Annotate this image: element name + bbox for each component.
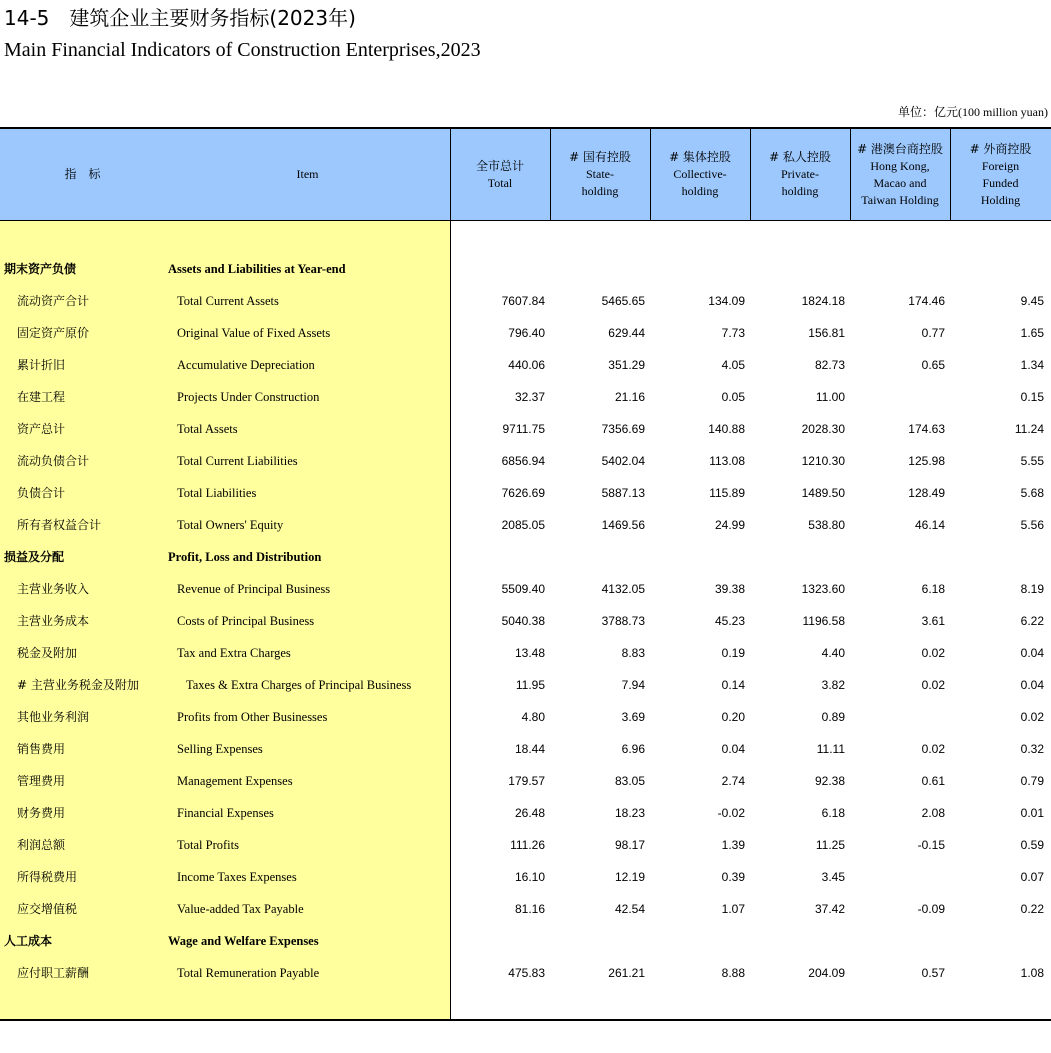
row-value: 5040.38	[501, 614, 545, 628]
row-label-cn: 人工成本	[4, 934, 53, 948]
table-row	[0, 573, 1051, 605]
row-value: 7.94	[621, 678, 645, 692]
row-value: 0.57	[921, 966, 945, 980]
row-value: 0.39	[721, 870, 745, 884]
row-label-cn: 资产总计	[17, 422, 66, 436]
row-value: 16.10	[514, 870, 545, 884]
row-label-en: Wage and Welfare Expenses	[168, 934, 319, 948]
table-row	[0, 797, 1051, 829]
header-col-text: # 国有控股	[569, 150, 631, 164]
row-label-cn: 管理费用	[17, 774, 66, 788]
row-value: 7626.69	[501, 486, 545, 500]
row-value: 5509.40	[501, 582, 545, 596]
row-label-cn: 销售费用	[17, 742, 66, 756]
row-value: 81.16	[514, 902, 545, 916]
row-value: 0.07	[1020, 870, 1044, 884]
row-value: 11.11	[816, 742, 845, 756]
table-row	[0, 381, 1051, 413]
row-value: -0.02	[717, 806, 745, 820]
header-col-text: # 集体控股	[669, 150, 731, 164]
row-label-en: Original Value of Fixed Assets	[177, 326, 331, 340]
header-col-text: holding	[681, 184, 719, 198]
header-col-text: holding	[581, 184, 619, 198]
row-value: 12.19	[614, 870, 645, 884]
row-label-en: Profits from Other Businesses	[177, 710, 328, 724]
row-label-cn: 主营业务成本	[17, 614, 90, 628]
row-value: -0.15	[917, 838, 945, 852]
row-value: 0.77	[921, 326, 945, 340]
row-value: 11.25	[815, 838, 845, 852]
row-label-en: Total Remuneration Payable	[177, 966, 320, 980]
row-value: 0.04	[721, 742, 745, 756]
header-col-text: Foreign	[981, 158, 1020, 173]
row-label-cn: 负债合计	[17, 486, 66, 500]
row-label-en: Financial Expenses	[177, 806, 274, 820]
header-col-text: Hong Kong,	[870, 158, 930, 173]
section-row	[0, 253, 1051, 285]
header-col-text: Macao and	[873, 175, 927, 190]
header-col-3	[650, 129, 750, 220]
row-value: 204.09	[808, 966, 845, 980]
row-value: 0.05	[721, 390, 745, 404]
row-label-cn: 应交增值税	[17, 902, 78, 916]
row-value: 1196.58	[802, 614, 845, 628]
section-row	[0, 541, 1051, 573]
header-col-text: Taiwan Holding	[861, 192, 939, 207]
row-value: 0.65	[921, 358, 945, 372]
table-row	[0, 477, 1051, 509]
row-value: 134.09	[708, 294, 745, 308]
row-label-en: Total Owners' Equity	[177, 518, 284, 532]
row-value: 2085.05	[501, 518, 545, 532]
row-label-en: Revenue of Principal Business	[177, 582, 331, 596]
table-row	[0, 285, 1051, 317]
row-value: 8.19	[1020, 582, 1044, 596]
table-row	[0, 765, 1051, 797]
row-value: 5465.65	[601, 294, 645, 308]
row-value: 9.45	[1020, 294, 1044, 308]
row-value: 0.89	[821, 710, 845, 724]
row-label-cn: 累计折旧	[17, 358, 66, 372]
row-value: 0.19	[721, 646, 745, 660]
header-col-text: Holding	[980, 192, 1021, 207]
row-value: 42.54	[614, 902, 645, 916]
row-label-en: Costs of Principal Business	[177, 614, 315, 628]
header-col-6	[950, 129, 1051, 220]
section-row	[0, 925, 1051, 957]
row-value: 92.38	[814, 774, 845, 788]
column-divider	[850, 129, 851, 220]
table-row	[0, 829, 1051, 861]
row-value: 0.79	[1020, 774, 1044, 788]
header-col-text: Funded	[982, 175, 1019, 190]
row-value: 1.34	[1020, 358, 1044, 372]
row-value: 113.08	[709, 454, 745, 468]
row-value: 24.99	[714, 518, 745, 532]
row-label-cn: 损益及分配	[4, 550, 65, 564]
row-label-en: Assets and Liabilities at Year-end	[168, 262, 346, 276]
row-value: 629.44	[608, 326, 645, 340]
header-col-text: # 港澳台商控股	[857, 141, 943, 156]
row-label-cn: 所有者权益合计	[17, 518, 102, 532]
row-value: 0.61	[921, 774, 945, 788]
page-title-cn: 14-5 建筑企业主要财务指标(2023年)	[4, 6, 356, 30]
row-value: 3.69	[621, 710, 645, 724]
row-value: 4.05	[721, 358, 745, 372]
row-value: 0.02	[921, 742, 945, 756]
row-value: 1.39	[721, 838, 745, 852]
row-value: 0.15	[1020, 390, 1044, 404]
row-value: 46.14	[914, 518, 945, 532]
table-row	[0, 701, 1051, 733]
column-divider	[550, 129, 551, 220]
row-value: 156.81	[808, 326, 845, 340]
row-value: 6.18	[821, 806, 845, 820]
header-indicator-cn: 指 标	[64, 167, 101, 181]
row-value: 261.21	[608, 966, 645, 980]
row-value: 0.20	[721, 710, 745, 724]
row-value: 6.22	[1020, 614, 1044, 628]
row-value: 18.23	[614, 806, 645, 820]
row-value: 538.80	[808, 518, 845, 532]
row-label-cn: 主营业务收入	[17, 582, 90, 596]
row-value: 6.96	[621, 742, 645, 756]
row-value: 11.00	[815, 390, 845, 404]
table-row	[0, 861, 1051, 893]
row-value: 0.32	[1020, 742, 1044, 756]
row-value: 1469.56	[601, 518, 645, 532]
header-col-text: Collective-	[673, 167, 727, 181]
row-value: 351.29	[608, 358, 645, 372]
row-value: 115.89	[709, 486, 745, 500]
row-value: 0.04	[1020, 678, 1044, 692]
header-col-text: 全市总计	[475, 158, 524, 173]
row-value: 1824.18	[801, 294, 845, 308]
row-value: 0.02	[921, 646, 945, 660]
row-value: 440.06	[508, 358, 545, 372]
row-value: 5.68	[1020, 486, 1044, 500]
row-label-en: Projects Under Construction	[177, 390, 320, 404]
table-row	[0, 669, 1051, 701]
column-divider	[750, 129, 751, 220]
column-divider	[650, 129, 651, 220]
row-value: 1489.50	[801, 486, 845, 500]
column-divider	[450, 129, 451, 1019]
row-value: 9711.75	[502, 422, 545, 436]
row-value: 18.44	[514, 742, 545, 756]
table-row	[0, 637, 1051, 669]
table-row	[0, 413, 1051, 445]
row-value: 5.55	[1020, 454, 1044, 468]
row-value: 82.73	[814, 358, 845, 372]
row-value: 1210.30	[801, 454, 845, 468]
row-value: 8.83	[621, 646, 645, 660]
column-divider	[950, 129, 951, 220]
row-value: 3.61	[921, 614, 945, 628]
table-bottom-rule	[0, 1019, 1051, 1021]
header-col-text: # 私人控股	[769, 150, 831, 164]
row-value: 5.56	[1020, 518, 1044, 532]
row-value: 6.18	[921, 582, 945, 596]
row-label-en: Selling Expenses	[177, 742, 263, 756]
table-row	[0, 733, 1051, 765]
row-label-en: Management Expenses	[177, 774, 293, 788]
row-value: 4.80	[521, 710, 545, 724]
row-value: 39.38	[714, 582, 745, 596]
row-label-cn: 税金及附加	[17, 646, 78, 660]
row-value: 45.23	[714, 614, 745, 628]
row-label-en: Total Current Assets	[177, 294, 279, 308]
row-label-en: Value-added Tax Payable	[177, 902, 304, 916]
row-value: 174.63	[908, 422, 945, 436]
row-value: 3788.73	[601, 614, 645, 628]
row-value: 21.16	[614, 390, 645, 404]
row-label-cn: 利润总额	[17, 838, 66, 852]
row-value: 11.95	[515, 678, 545, 692]
row-label-cn: 所得税费用	[17, 870, 78, 884]
row-value: 125.98	[908, 454, 945, 468]
row-label-en: Total Profits	[177, 838, 239, 852]
row-label-cn: # 主营业务税金及附加	[17, 678, 139, 692]
row-value: 3.82	[821, 678, 845, 692]
row-label-cn: 应付职工薪酬	[17, 966, 90, 980]
row-label-en: Tax and Extra Charges	[177, 646, 291, 660]
row-value: 7607.84	[501, 294, 545, 308]
row-label-cn: 期末资产负债	[4, 262, 77, 276]
row-label-cn: 流动负债合计	[17, 454, 90, 468]
row-value: 26.48	[514, 806, 545, 820]
row-value: 0.59	[1020, 838, 1044, 852]
row-value: 0.14	[721, 678, 745, 692]
row-value: 140.88	[708, 422, 745, 436]
row-value: 83.05	[614, 774, 645, 788]
header-col-text: # 外商控股	[969, 141, 1032, 156]
row-value: 1.65	[1020, 326, 1044, 340]
row-value: 5887.13	[601, 486, 645, 500]
row-label-cn: 在建工程	[17, 390, 66, 404]
row-value: 98.17	[614, 838, 645, 852]
row-label-en: Income Taxes Expenses	[177, 870, 297, 884]
table-row	[0, 349, 1051, 381]
row-value: 6856.94	[501, 454, 545, 468]
table-row	[0, 509, 1051, 541]
table-row	[0, 445, 1051, 477]
table-row	[0, 605, 1051, 637]
row-label-cn: 固定资产原价	[17, 326, 90, 340]
row-label-en: Profit, Loss and Distribution	[168, 550, 322, 564]
row-value: 2.08	[921, 806, 945, 820]
row-value: 0.02	[1020, 710, 1044, 724]
row-value: 1.08	[1020, 966, 1044, 980]
row-value: -0.09	[917, 902, 945, 916]
row-value: 1323.60	[801, 582, 845, 596]
header-col-text: State-	[586, 167, 614, 181]
header-col-text: holding	[781, 184, 819, 198]
header-col-5	[850, 129, 950, 220]
row-value: 37.42	[814, 902, 845, 916]
row-value: 475.83	[508, 966, 545, 980]
table-row	[0, 317, 1051, 349]
row-value: 0.02	[921, 678, 945, 692]
row-label-cn: 其他业务利润	[17, 710, 90, 724]
header-col-2	[550, 129, 650, 220]
row-value: 128.49	[908, 486, 945, 500]
row-label-en: Accumulative Depreciation	[177, 358, 315, 372]
row-value: 179.57	[508, 774, 545, 788]
table-row	[0, 957, 1051, 989]
header-col-4	[750, 129, 850, 220]
row-value: 8.88	[721, 966, 745, 980]
row-value: 7.73	[721, 326, 745, 340]
row-label-en: Total Liabilities	[177, 486, 257, 500]
unit-label: 单位：亿元(100 million yuan)	[898, 105, 1048, 119]
row-value: 0.22	[1020, 902, 1044, 916]
row-value: 0.04	[1020, 646, 1044, 660]
row-value: 2.74	[721, 774, 745, 788]
row-value: 0.01	[1020, 806, 1044, 820]
row-value: 13.48	[514, 646, 545, 660]
row-value: 7356.69	[601, 422, 645, 436]
header-col-text: Private-	[781, 167, 819, 181]
row-value: 4.40	[821, 646, 845, 660]
row-value: 1.07	[721, 902, 745, 916]
row-value: 174.46	[908, 294, 945, 308]
page-title-en: Main Financial Indicators of Construction Enterprises,2023	[4, 39, 481, 61]
row-value: 111.26	[510, 838, 545, 852]
header-item: Item	[296, 167, 319, 181]
row-value: 4132.05	[601, 582, 645, 596]
table-row	[0, 893, 1051, 925]
row-label-cn: 流动资产合计	[17, 294, 90, 308]
row-label-en: Taxes & Extra Charges of Principal Business	[186, 678, 412, 692]
row-value: 32.37	[514, 390, 545, 404]
header-col-1	[450, 129, 550, 220]
row-label-en: Total Assets	[177, 422, 238, 436]
row-value: 796.40	[508, 326, 545, 340]
table-header	[0, 129, 1051, 221]
row-value: 11.24	[1014, 422, 1044, 436]
row-value: 5402.04	[601, 454, 645, 468]
row-label-cn: 财务费用	[17, 806, 66, 820]
row-value: 3.45	[821, 870, 845, 884]
row-value: 2028.30	[801, 422, 845, 436]
row-label-en: Total Current Liabilities	[177, 454, 298, 468]
header-col-text: Total	[487, 175, 513, 190]
